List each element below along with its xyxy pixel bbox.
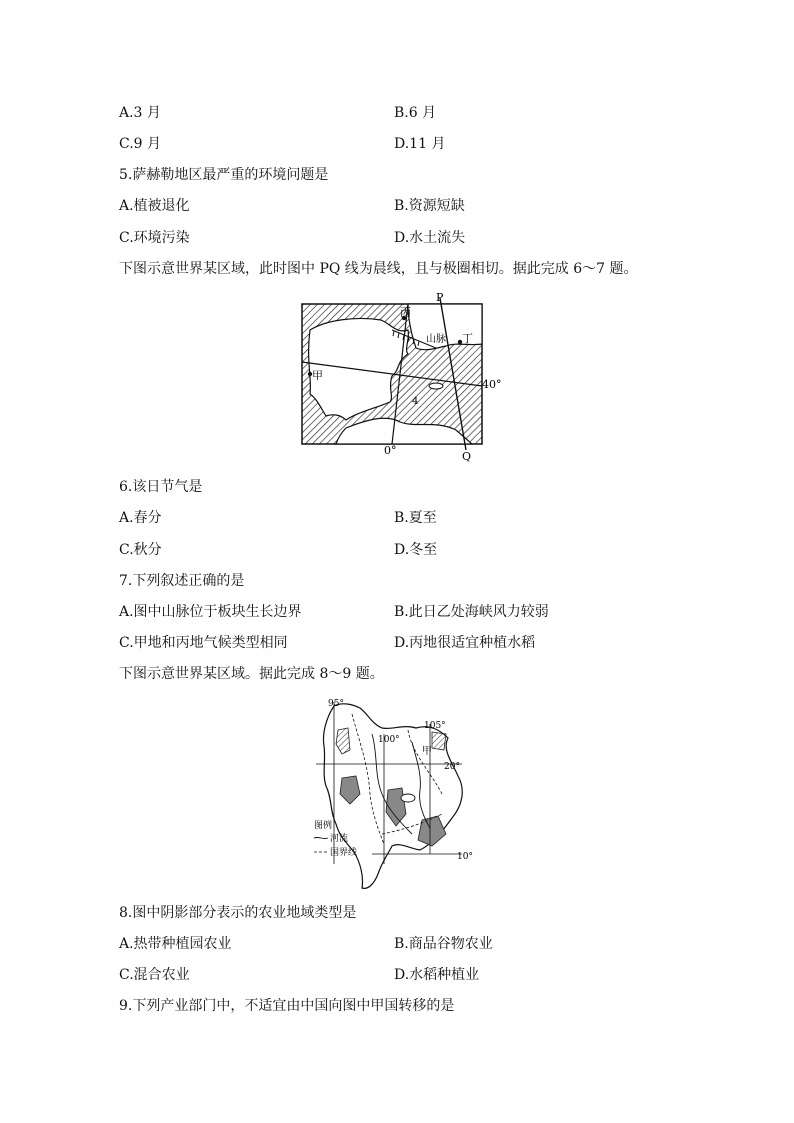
map2-label-10: 10° <box>457 852 473 862</box>
map-figure-1 <box>296 290 502 462</box>
q8-option-a: A.热带种植园农业 <box>119 936 232 952</box>
map1-label-ding: 丁 <box>462 332 473 345</box>
q8-option-d: D.水稻种植业 <box>394 967 480 983</box>
q4-option-b: B.6 月 <box>394 105 437 121</box>
q4-option-c: C.9 月 <box>119 136 162 152</box>
map1-label-4: 4 <box>412 396 419 407</box>
q5-option-a: A.植被退化 <box>119 198 190 214</box>
map2-label-20: 20° <box>444 762 460 772</box>
q5-option-d: D.水土流失 <box>394 230 466 246</box>
q6-option-d: D.冬至 <box>394 542 438 558</box>
map1-label-q: Q <box>462 450 472 462</box>
map2-legend-river-symbol <box>314 837 328 838</box>
map2-label-jia: 甲 <box>422 746 432 757</box>
q8-option-b: B.商品谷物农业 <box>394 936 493 952</box>
q5-stem: 5.萨赫勒地区最严重的环境问题是 <box>119 167 329 183</box>
map2-legend-border: 国界线 <box>330 848 358 858</box>
map2-legend-river: 河流 <box>330 834 349 844</box>
q5-option-c: C.环境污染 <box>119 230 190 246</box>
map1-label-p: P <box>436 291 444 304</box>
map1-label-jia: 甲 <box>312 369 323 382</box>
q5-option-b: B.资源短缺 <box>394 198 465 214</box>
q4-option-d: D.11 月 <box>394 136 446 152</box>
q7-option-c: C.甲地和丙地气候类型相同 <box>119 635 288 651</box>
q6-option-b: B.夏至 <box>394 510 437 526</box>
q6-stem: 6.该日节气是 <box>119 479 203 495</box>
q7-option-a: A.图中山脉位于板块生长边界 <box>119 604 302 620</box>
map-figure-2 <box>312 694 484 892</box>
map2-label-95: 95° <box>328 699 344 709</box>
q8-option-c: C.混合农业 <box>119 967 190 983</box>
map1-label-mountain: 山脉 <box>426 334 446 345</box>
q7-stem: 7.下列叙述正确的是 <box>119 573 245 589</box>
q8-stem: 8.图中阴影部分表示的农业地域类型是 <box>119 905 357 921</box>
q6-option-a: A.春分 <box>119 510 162 526</box>
map1-label-lon0: 0° <box>384 444 397 457</box>
map2-label-100: 100° <box>378 735 400 745</box>
q6-option-c: C.秋分 <box>119 542 162 558</box>
intro-6-7: 下图示意世界某区域，此时图中 PQ 线为晨线，且与极圈相切。据此完成 6～7 题。 <box>119 261 638 277</box>
map2-label-105: 105° <box>424 721 446 731</box>
map1-label-bing: 丙 <box>400 306 411 319</box>
q7-option-d: D.丙地很适宜种植水稻 <box>394 635 536 651</box>
map2-legend-title: 图例 <box>314 821 333 831</box>
q4-option-a: A.3 月 <box>119 105 161 121</box>
map1-label-lat40: 40° <box>482 378 502 391</box>
q7-option-b: B.此日乙处海峡风力较弱 <box>394 604 549 620</box>
q9-stem: 9.下列产业部门中，不适宜由中国向图中甲国转移的是 <box>119 998 455 1014</box>
intro-8-9: 下图示意世界某区域。据此完成 8～9 题。 <box>119 666 384 682</box>
